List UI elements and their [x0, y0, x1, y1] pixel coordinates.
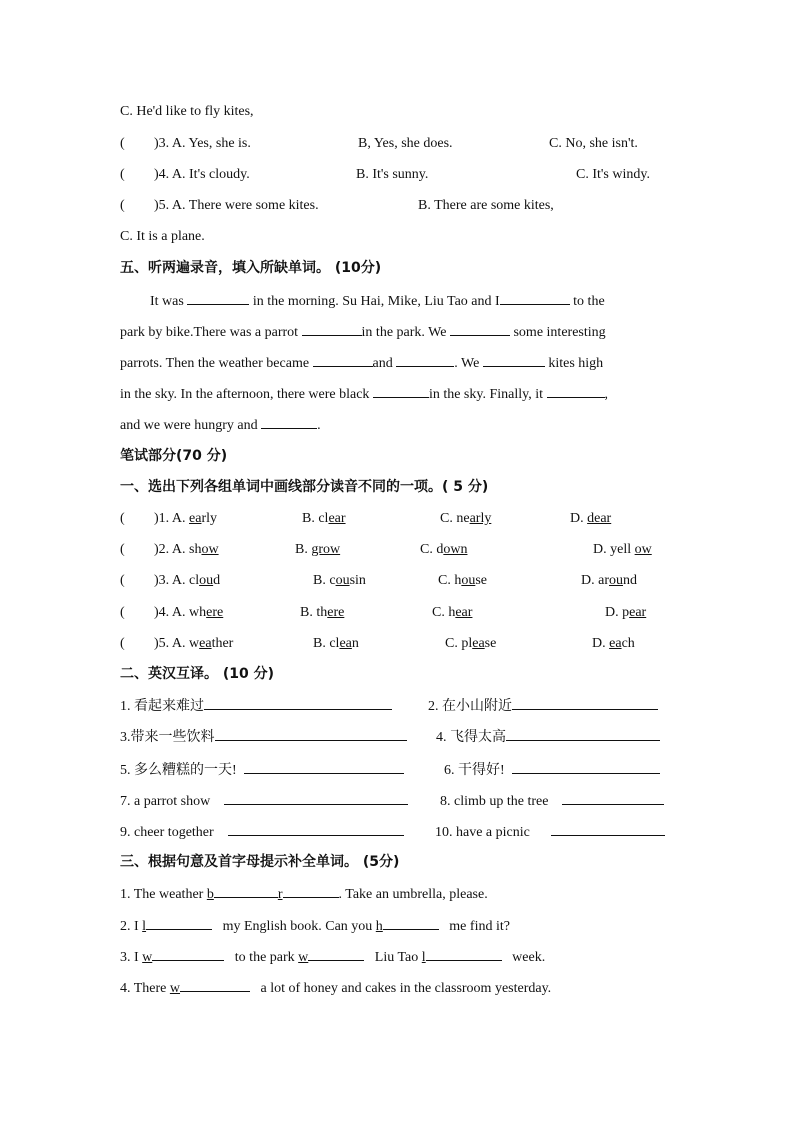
passage-line-3	[120, 352, 603, 372]
answer-line[interactable]	[283, 883, 339, 898]
blank-1[interactable]	[187, 290, 249, 305]
completion-q3	[120, 946, 545, 966]
part-one-title: 一、选出下列各组单词中画线部分读音不同的一项。( 5 分)	[120, 479, 489, 495]
word-part: D. p	[605, 605, 630, 620]
blank-9[interactable]	[547, 383, 605, 398]
listening-q5-option-b: B. There are some kites,	[418, 198, 554, 213]
passage-line-1	[150, 290, 605, 310]
word-part: se	[484, 636, 497, 651]
passage-text: It was	[150, 294, 184, 309]
word-part: se	[475, 573, 488, 588]
option-c	[440, 509, 491, 529]
answer-line[interactable]	[180, 977, 250, 992]
question-number: )2.	[154, 542, 170, 557]
completion-q4	[120, 977, 551, 997]
blank-5[interactable]	[313, 352, 373, 367]
option-a: A. It's cloudy.	[171, 167, 250, 182]
first-letter-hint: w	[169, 981, 181, 996]
passage-text: to the	[573, 294, 605, 309]
completion-q1	[120, 883, 488, 903]
option-a	[172, 573, 220, 588]
answer-line[interactable]	[512, 695, 658, 710]
word-part: sin	[349, 573, 366, 588]
answer-line[interactable]	[204, 695, 392, 710]
blank-4[interactable]	[450, 321, 510, 336]
first-letter-hint: l	[142, 919, 147, 934]
sentence-text: Liu Tao	[374, 950, 422, 965]
translation-item-1	[120, 695, 392, 717]
option-a	[172, 542, 219, 557]
word-part: d	[213, 573, 221, 588]
written-part-title: 笔试部分(70 分)	[120, 448, 228, 464]
item-label: 3.带来一些饮料	[120, 730, 215, 745]
translation-item-8	[440, 790, 664, 812]
answer-paren[interactable]: (	[120, 136, 125, 151]
answer-paren[interactable]: (	[120, 573, 125, 588]
option-c	[438, 571, 487, 591]
answer-line[interactable]	[146, 915, 212, 930]
option-b	[300, 603, 344, 623]
answer-line[interactable]	[562, 790, 664, 805]
underlined-letters: ou	[335, 573, 350, 588]
word-part: n	[351, 636, 359, 651]
passage-text: ,	[604, 387, 609, 402]
underlined-letters: ea	[609, 636, 622, 651]
item-label: 10. have a picnic	[435, 825, 530, 840]
option-c	[432, 603, 472, 623]
sentence-text: week.	[512, 950, 546, 965]
option-d	[570, 509, 611, 529]
underlined-letters: ea	[189, 511, 202, 526]
option-a: A. There were some kites.	[171, 198, 319, 213]
passage-text: in the park. We	[361, 325, 447, 340]
word-part: A. cl	[171, 573, 200, 588]
word-part: C. d	[420, 542, 444, 557]
answer-line[interactable]	[214, 883, 278, 898]
translation-item-7	[120, 790, 408, 812]
passage-text: and we were hungry and	[120, 418, 258, 433]
answer-line[interactable]	[244, 759, 404, 774]
translation-item-4	[436, 726, 660, 748]
question-number: )3.	[154, 573, 170, 588]
item-label: 5. 多么糟糕的一天!	[120, 763, 237, 778]
answer-line[interactable]	[215, 726, 407, 741]
translation-item-3	[120, 726, 407, 748]
option-c	[420, 540, 467, 560]
word-part: ch	[621, 636, 635, 651]
item-label: 9. cheer together	[120, 825, 214, 840]
word-part: B.	[295, 542, 312, 557]
pronunciation-row	[120, 571, 220, 591]
answer-paren[interactable]: (	[120, 542, 125, 557]
pronunciation-row	[120, 603, 223, 623]
listening-q5	[120, 196, 319, 216]
option-d	[581, 571, 637, 591]
question-number: )5.	[154, 636, 170, 651]
underlined-letters: ear	[455, 605, 473, 620]
option-d	[593, 540, 652, 560]
section-five-title: 五、听两遍录音，填入所缺单词。 (10分)	[120, 260, 382, 276]
underlined-letters: ou	[199, 573, 214, 588]
word-part: B. cl	[313, 636, 340, 651]
answer-line[interactable]	[152, 946, 224, 961]
option-a	[172, 636, 233, 651]
option-c	[445, 634, 496, 654]
question-number: )4.	[154, 167, 170, 182]
sentence-text: me find it?	[449, 919, 510, 934]
word-part: A. w	[171, 636, 200, 651]
word-part: A. sh	[171, 542, 202, 557]
passage-text: in the morning. Su Hai, Mike, Liu Tao and I	[252, 294, 500, 309]
word-part: C. h	[438, 573, 462, 588]
blank-6[interactable]	[396, 352, 454, 367]
word-part: ther	[211, 636, 234, 651]
translation-item-6	[444, 759, 660, 781]
option-a: A. Yes, she is.	[171, 136, 251, 151]
first-letter-hint: w	[142, 950, 153, 965]
blank-10[interactable]	[261, 414, 317, 429]
word-part: rly	[201, 511, 218, 526]
passage-text: in the sky. Finally, it	[428, 387, 544, 402]
listening-q4-option-b: B. It's sunny.	[356, 167, 429, 182]
question-number: )5.	[154, 198, 170, 213]
word-part: D.	[570, 511, 588, 526]
passage-text: some interesting	[513, 325, 606, 340]
option-b	[302, 509, 346, 529]
sentence-text: 1. The weather	[120, 887, 207, 902]
answer-paren[interactable]: (	[120, 605, 125, 620]
question-number: )3.	[154, 136, 170, 151]
listening-q3-option-c: C. No, she isn't.	[549, 136, 638, 151]
answer-line[interactable]	[426, 946, 502, 961]
answer-line[interactable]	[224, 790, 408, 805]
underlined-letters: dear	[587, 511, 612, 526]
underlined-letters: ea	[472, 636, 485, 651]
sentence-text: . Take an umbrella, please.	[338, 887, 488, 902]
sentence-text: 2. I	[120, 919, 143, 934]
passage-line-2	[120, 321, 606, 341]
passage-text: and	[372, 356, 393, 371]
passage-line-4	[120, 383, 608, 403]
passage-line-5	[120, 414, 321, 434]
passage-text: . We	[454, 356, 480, 371]
pronunciation-row	[120, 509, 217, 529]
answer-line[interactable]	[228, 821, 404, 836]
item-label: 2. 在小山附近	[428, 699, 512, 714]
part-two-title: 二、英汉互译。 (10 分)	[120, 666, 275, 682]
first-letter-hint: b	[206, 887, 214, 902]
sentence-text: a lot of honey and cakes in the classroom yesterday.	[260, 981, 552, 996]
first-letter-hint: l	[421, 950, 426, 965]
question-number: )4.	[154, 605, 170, 620]
passage-text: parrots. Then the weather became	[120, 356, 310, 371]
word-part: C. ne	[440, 511, 470, 526]
passage-text: park by bike.There was a parrot	[120, 325, 299, 340]
item-label: 4. 飞得太高	[436, 730, 506, 745]
option-a	[172, 605, 223, 620]
translation-item-5	[120, 759, 404, 781]
listening-q3-option-b: B, Yes, she does.	[358, 136, 453, 151]
answer-paren[interactable]: (	[120, 511, 125, 526]
word-part: A.	[171, 511, 190, 526]
part-three-title: 三、根据句意及首字母提示补全单词。 (5分)	[120, 854, 400, 870]
underlined-letters: ear	[328, 511, 346, 526]
answer-paren[interactable]: (	[120, 198, 125, 213]
answer-line[interactable]	[512, 759, 660, 774]
question-number: )1.	[154, 511, 170, 526]
underlined-letters: ou	[609, 573, 623, 588]
word-part: nd	[623, 573, 637, 588]
blank-7[interactable]	[483, 352, 545, 367]
listening-q4	[120, 165, 250, 185]
underlined-letters: ear	[629, 605, 647, 620]
item-label: 1. 看起来难过	[120, 699, 204, 714]
item-label: 8. climb up the tree	[440, 794, 549, 809]
underlined-letters: own	[443, 542, 468, 557]
completion-q2	[120, 915, 510, 935]
listening-q5-option-c: C. It is a plane.	[120, 229, 205, 244]
underlined-letters: grow	[311, 542, 341, 557]
pronunciation-row	[120, 634, 233, 654]
answer-paren[interactable]: (	[120, 167, 125, 182]
underlined-letters: ow	[201, 542, 219, 557]
listening-q3	[120, 134, 251, 154]
word-part: D. yell	[593, 542, 635, 557]
first-letter-hint: r	[277, 887, 283, 902]
item-label: 7. a parrot show	[120, 794, 211, 809]
translation-item-10	[435, 821, 665, 843]
word-part: C. pl	[445, 636, 473, 651]
word-part: B. c	[313, 573, 336, 588]
option-b	[295, 540, 340, 560]
answer-paren[interactable]: (	[120, 636, 125, 651]
answer-line[interactable]	[551, 821, 665, 836]
blank-2[interactable]	[500, 290, 570, 305]
word-part: A. wh	[171, 605, 207, 620]
listening-q2-option-c: C. He'd like to fly kites,	[120, 104, 254, 119]
word-part: B. th	[300, 605, 328, 620]
option-a	[172, 511, 217, 526]
answer-line[interactable]	[506, 726, 660, 741]
blank-3[interactable]	[302, 321, 362, 336]
answer-line[interactable]	[383, 915, 439, 930]
sentence-text: 4. There	[120, 981, 170, 996]
sentence-text: 3. I	[120, 950, 143, 965]
passage-text: in the sky. In the afternoon, there were black	[120, 387, 370, 402]
underlined-letters: ere	[327, 605, 345, 620]
pronunciation-row	[120, 540, 219, 560]
sentence-text: my English book. Can you	[222, 919, 376, 934]
word-part: B. cl	[302, 511, 329, 526]
answer-line[interactable]	[308, 946, 364, 961]
item-label: 6. 干得好!	[444, 763, 505, 778]
first-letter-hint: w	[298, 950, 309, 965]
underlined-letters: arly	[469, 511, 492, 526]
option-d	[592, 634, 635, 654]
word-part: D. ar	[581, 573, 609, 588]
underlined-letters: ea	[339, 636, 352, 651]
translation-item-9	[120, 821, 404, 843]
underlined-letters: ere	[206, 605, 224, 620]
passage-text: .	[317, 418, 321, 433]
underlined-letters: ow	[634, 542, 652, 557]
sentence-text: to the park	[234, 950, 299, 965]
word-part: C. h	[432, 605, 456, 620]
underlined-letters: ea	[199, 636, 212, 651]
word-part: D.	[592, 636, 610, 651]
underlined-letters: ou	[461, 573, 476, 588]
first-letter-hint: h	[375, 919, 383, 934]
translation-item-2	[428, 695, 658, 717]
listening-q4-option-c: C. It's windy.	[576, 167, 650, 182]
option-b	[313, 634, 359, 654]
option-d	[605, 603, 646, 623]
passage-text: kites high	[548, 356, 604, 371]
blank-8[interactable]	[373, 383, 429, 398]
option-b	[313, 571, 366, 591]
